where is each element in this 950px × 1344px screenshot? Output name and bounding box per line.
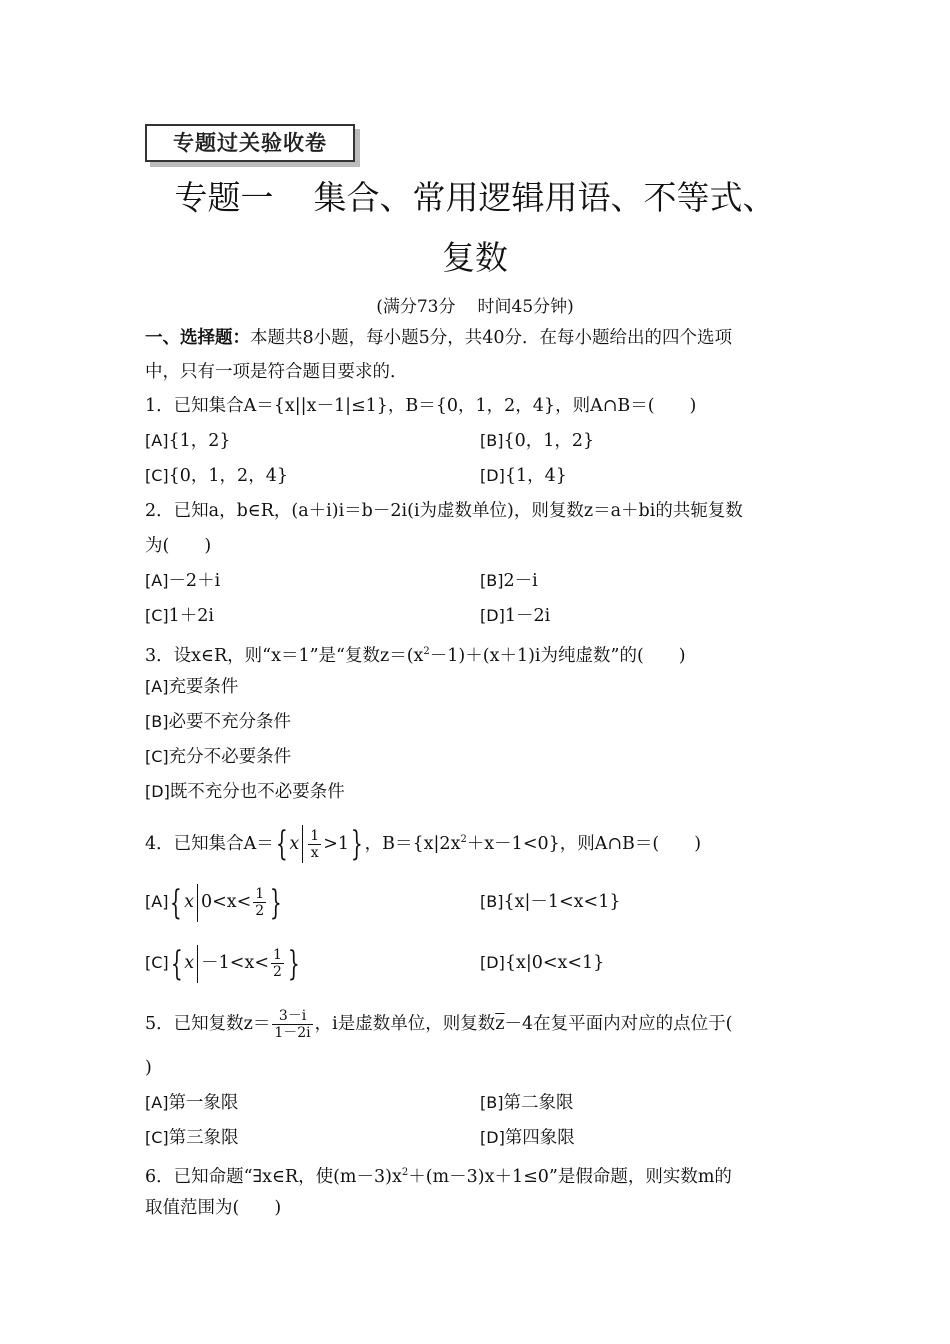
q1-option-d[interactable] [480,464,567,488]
q6-exponent: 2 [401,1167,409,1178]
option-label: [C] [145,747,169,766]
exam-badge [145,124,355,162]
q1-option-a[interactable] [145,429,230,453]
q3-pre: 3．设x∈R，则“x＝1”是“复数z＝(x [145,645,424,666]
option-label: [D] [480,606,505,625]
q5-pre: 5．已知复数z＝ [145,1014,271,1034]
option-text: {1，2} [168,431,231,451]
section-desc-1: 本题共8小题，每小题5分，共40分．在每小题给出的四个选项 [250,328,733,348]
badge-text: 专题过关验收卷 [173,131,327,155]
opt-var: x [184,953,195,973]
q1-set-b: B＝{0，1，2，4}，则A∩B＝( ) [405,396,697,416]
q5-post: －4在复平面内对应的点位于( [504,1014,733,1034]
opt-fraction [271,947,284,980]
section-heading [145,326,732,350]
option-text: 既不充分也不必要条件 [169,782,345,802]
option-text: －2＋i [168,571,221,591]
time-info: 时间45分钟) [477,297,574,317]
option-text: 1－2i [504,606,551,626]
option-text: {x|0<x<1} [504,953,605,973]
option-label: [A] [145,1093,169,1112]
title-chapter: 专题一 [174,178,274,217]
frac-den: 2 [273,964,282,980]
option-label: [A] [145,892,169,911]
option-label: [A] [145,571,169,590]
section-desc-2: 中，只有一项是符合题目要求的． [145,362,408,382]
page-title-line2: 复数 [442,238,508,277]
q3-post: －1)＋(x＋1)i为纯虚数”的( ) [429,645,686,666]
option-label: [B] [145,712,169,731]
option-text: 第二象限 [503,1093,574,1113]
option-text: {1，4} [504,466,567,486]
option-text: 1＋2i [168,606,215,626]
question-6 [145,1161,732,1189]
option-label: [D] [480,953,505,972]
title-topic: 集合、常用逻辑用语、不等式、 [313,178,776,217]
q5-zbar: $\overline{z}$ [495,1014,505,1034]
option-text: {x|－1<x<1} [503,892,621,912]
q4-option-c[interactable] [145,941,302,985]
q3-option-a[interactable] [145,675,238,699]
q5-option-b[interactable] [480,1091,573,1115]
frac-den: 2 [255,903,265,919]
q4-option-b[interactable] [480,890,620,914]
q4-pre: 4．已知集合A＝ [145,833,274,854]
exam-info [0,292,950,317]
opt-var: x [184,892,194,912]
option-label: [A] [145,677,169,696]
section-label: 一、选择题： [145,328,250,348]
q1-set-a: A＝{x||x－1|≤1}， [243,396,406,416]
score-info: (满分73分 [376,297,456,317]
frac-num: 1 [255,886,265,902]
q6-pre: 6．已知命题“∃x∈R，使(m－3)x [145,1166,402,1187]
q5-option-c[interactable] [145,1126,239,1150]
q4-fraction [308,828,321,861]
q4-option-a[interactable] [145,880,284,924]
opt-fraction [253,886,266,919]
brace-right: } [270,882,282,923]
option-text: 第四象限 [504,1128,575,1148]
set-bar [197,884,198,922]
option-label: [C] [145,953,169,972]
option-text: 第一象限 [168,1093,239,1113]
q3-option-b[interactable] [145,710,291,734]
opt-cond: －1<x< [201,953,270,973]
set-bar [197,945,198,983]
q4-option-d[interactable] [480,951,604,975]
brace-right: } [287,943,300,984]
q3-option-d[interactable] [145,780,345,804]
q1-option-c[interactable] [145,464,288,488]
option-label: [B] [480,1093,504,1112]
option-label: [B] [480,892,504,911]
option-label: [B] [480,431,504,450]
frac-num: 1 [310,827,320,844]
q2-option-c[interactable] [145,604,214,628]
q1-option-b[interactable] [480,429,594,453]
q4-exponent: 2 [460,834,467,845]
question-3 [145,640,686,668]
option-label: [A] [145,431,169,450]
question-4 [145,818,701,866]
option-label: [D] [480,1128,505,1147]
q5-fraction [272,1008,312,1041]
set-bar [302,825,303,863]
page-title-line1 [0,172,950,219]
q2-option-d[interactable] [480,604,550,628]
q3-exponent: 2 [423,646,430,657]
option-label: [C] [145,606,169,625]
q4-cond: >1 [323,833,350,854]
q5-option-d[interactable] [480,1126,575,1150]
question-2: 2．已知a，b∈R，(a＋i)i＝b－2i(i为虚数单位)，则复数z＝a＋bi的共轭复数 [145,501,743,521]
q4-set-var: x [289,833,300,854]
option-text: 充要条件 [168,677,239,697]
question-5 [145,1002,732,1046]
question-5-cont: ) [145,1058,152,1078]
brace-left: { [170,943,183,984]
option-label: [C] [145,466,169,485]
opt-cond: 0<x< [200,892,252,912]
q4-post: ＋x－1<0}，则A∩B＝( ) [466,833,702,854]
frac-num: 3－i [272,1008,312,1025]
frac-den: x [310,844,319,861]
option-text: {0，1，2} [503,431,595,451]
q4-mid: ，B＝{x|2x [364,833,461,854]
option-text: 充分不必要条件 [168,747,292,767]
option-label: [D] [480,466,505,485]
brace-left: { [170,882,183,923]
option-text: 2－i [503,571,538,591]
question-6-cont: 取值范围为( ) [145,1198,282,1218]
q2-option-b[interactable] [480,569,538,593]
option-label: [D] [145,782,170,801]
frac-num: 1 [273,947,282,963]
q5-option-a[interactable] [145,1091,238,1115]
q1-num: 1．已知集合 [145,396,244,416]
q6-post: ＋(m－3)x＋1≤0”是假命题，则实数m的 [408,1166,732,1187]
option-label: [B] [480,571,504,590]
q5-mid: ，i是虚数单位，则复数 [314,1014,496,1034]
question-1 [145,394,696,418]
brace-left: { [275,824,288,865]
q3-option-c[interactable] [145,745,291,769]
brace-right: } [350,824,363,865]
question-2-cont: 为( ) [145,536,212,556]
option-text: {0，1，2，4} [168,466,288,486]
q2-option-a[interactable] [145,569,220,593]
frac-den: 1－2i [274,1025,311,1041]
option-label: [C] [145,1128,169,1147]
option-text: 必要不充分条件 [168,712,291,732]
option-text: 第三象限 [168,1128,239,1148]
